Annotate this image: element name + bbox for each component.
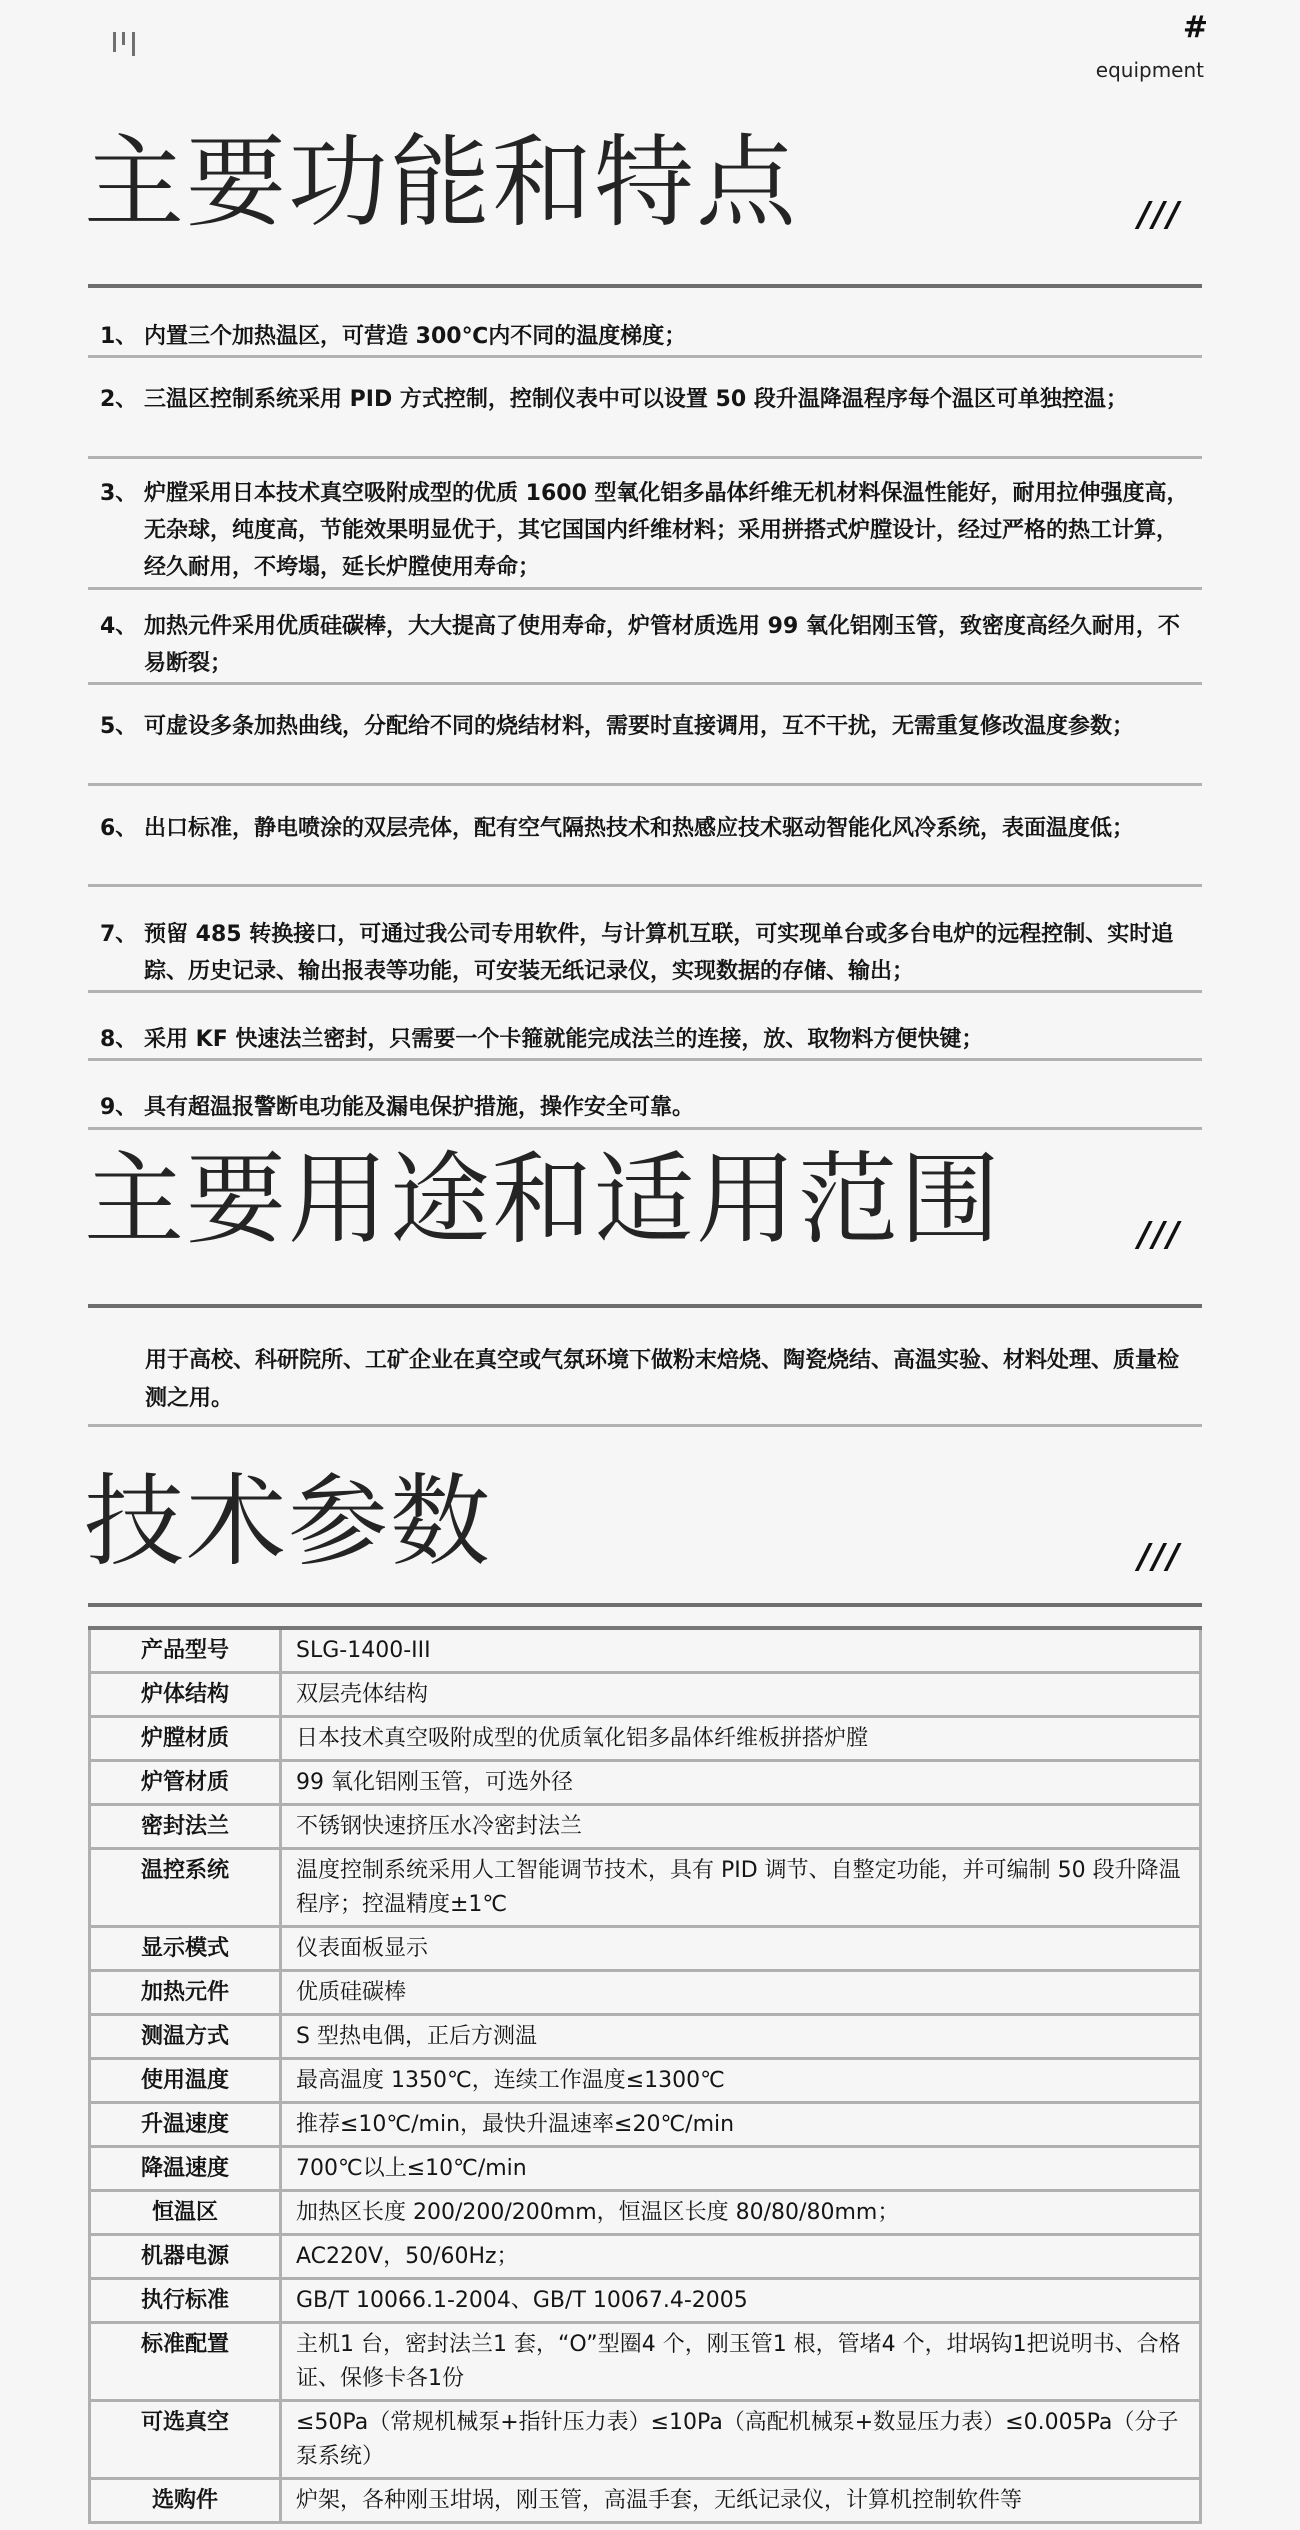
table-row [90, 1927, 1201, 1971]
spec-value: 不锈钢快速挤压水冷密封法兰 [281, 1805, 1201, 1849]
table-row [90, 1971, 1201, 2015]
spec-label: 恒温区 [90, 2191, 281, 2235]
spec-label: 显示模式 [90, 1927, 281, 1971]
spec-value: 主机1 台，密封法兰1 套，“O”型圈4 个，刚玉管1 根，管堵4 个，坩埚钩1把说明书、合格证、保修卡各1份 [281, 2323, 1201, 2401]
feature-text: 可虚设多条加热曲线，分配给不同的烧结材料，需要时直接调用，互不干扰，无需重复修改温度参数； [144, 714, 1135, 739]
spec-value: 700℃以上≤10℃/min [281, 2147, 1201, 2191]
table-row [90, 2323, 1201, 2401]
equipment-tag: equipment [1095, 58, 1204, 82]
feature-number: 4、 [100, 614, 138, 639]
feature-divider [88, 783, 1202, 786]
feature-divider [88, 990, 1202, 993]
spec-value: 日本技术真空吸附成型的优质氧化铝多晶体纤维板拼搭炉膛 [281, 1717, 1201, 1761]
usage-divider [88, 1424, 1202, 1427]
feature-divider [88, 682, 1202, 685]
spec-label: 炉膛材质 [90, 1717, 281, 1761]
feature-item-1 [100, 318, 1190, 355]
table-row [90, 2103, 1201, 2147]
feature-divider [88, 884, 1202, 887]
feature-text: 炉膛采用日本技术真空吸附成型的优质 1600 型氧化铝多晶体纤维无机材料保温性能好，耐用拉伸强度高，无杂球，纯度高，节能效果明显优于，其它国国内纤维材料；采用拼搭式炉膛设计，经过严格的热工计算，经久耐用，不垮塌，延长炉膛使用寿命； [144, 481, 1189, 580]
table-row [90, 2059, 1201, 2103]
feature-text: 加热元件采用优质硅碳棒，大大提高了使用寿命，炉管材质选用 99 氧化铝刚玉管，致密度高经久耐用，不易断裂； [144, 614, 1180, 676]
spec-label: 炉体结构 [90, 1673, 281, 1717]
feature-divider [88, 1127, 1202, 1130]
decorative-bars-icon [113, 32, 137, 58]
table-row [90, 1717, 1201, 1761]
spec-label: 执行标准 [90, 2279, 281, 2323]
feature-number: 1、 [100, 324, 138, 349]
table-row [90, 2147, 1201, 2191]
table-row [90, 2015, 1201, 2059]
feature-divider [88, 355, 1202, 358]
feature-number: 3、 [100, 481, 138, 506]
table-row [90, 2479, 1201, 2523]
spec-label: 可选真空 [90, 2401, 281, 2479]
specs-title: 技术参数 [84, 1463, 492, 1580]
feature-number: 5、 [100, 714, 138, 739]
spec-value: S 型热电偶，正后方测温 [281, 2015, 1201, 2059]
slashes-decoration-icon: /// [1138, 1537, 1182, 1577]
feature-number: 2、 [100, 387, 138, 412]
spec-value: SLG-1400-III [281, 1628, 1201, 1673]
feature-item-9 [100, 1089, 1190, 1126]
spec-value: 99 氧化铝刚玉管，可选外径 [281, 1761, 1201, 1805]
spec-value: 双层壳体结构 [281, 1673, 1201, 1717]
spec-value: GB/T 10066.1-2004、GB/T 10067.4-2005 [281, 2279, 1201, 2323]
spec-label: 升温速度 [90, 2103, 281, 2147]
spec-label: 产品型号 [90, 1628, 281, 1673]
hash-icon: # [1182, 10, 1208, 45]
spec-label: 加热元件 [90, 1971, 281, 2015]
table-row [90, 1628, 1201, 1673]
specs-title-divider [88, 1603, 1202, 1607]
feature-text: 具有超温报警断电功能及漏电保护措施，操作安全可靠。 [144, 1095, 695, 1120]
table-row [90, 1849, 1201, 1927]
usage-title-divider [88, 1304, 1202, 1308]
feature-item-6 [100, 810, 1190, 847]
feature-divider [88, 456, 1202, 459]
feature-number: 6、 [100, 816, 138, 841]
spec-value: ≤50Pa（常规机械泵+指针压力表）≤10Pa（高配机械泵+数显压力表）≤0.005Pa（分子泵系统） [281, 2401, 1201, 2479]
feature-item-4 [100, 608, 1190, 682]
feature-item-8 [100, 1021, 1190, 1058]
spec-value: 最高温度 1350℃，连续工作温度≤1300℃ [281, 2059, 1201, 2103]
spec-value: 仪表面板显示 [281, 1927, 1201, 1971]
spec-label: 密封法兰 [90, 1805, 281, 1849]
spec-label: 温控系统 [90, 1849, 281, 1927]
spec-label: 使用温度 [90, 2059, 281, 2103]
feature-item-3 [100, 475, 1190, 586]
spec-value: 推荐≤10℃/min，最快升温速率≤20℃/min [281, 2103, 1201, 2147]
table-row [90, 2191, 1201, 2235]
spec-label: 炉管材质 [90, 1761, 281, 1805]
feature-item-5 [100, 708, 1190, 745]
slashes-decoration-icon: /// [1138, 195, 1182, 235]
table-row [90, 2235, 1201, 2279]
feature-text: 出口标准，静电喷涂的双层壳体，配有空气隔热技术和热感应技术驱动智能化风冷系统，表面温度低； [144, 816, 1135, 841]
table-row [90, 1805, 1201, 1849]
feature-text: 内置三个加热温区，可营造 300℃内不同的温度梯度； [144, 324, 687, 349]
feature-number: 8、 [100, 1027, 138, 1052]
table-row [90, 1673, 1201, 1717]
feature-item-2 [100, 381, 1190, 418]
feature-text: 三温区控制系统采用 PID 方式控制，控制仪表中可以设置 50 段升温降温程序每个温区可单独控温； [144, 387, 1128, 412]
usage-text: 用于高校、科研院所、工矿企业在真空或气氛环境下做粉末焙烧、陶瓷烧结、高温实验、材料处理、质量检测之用。 [145, 1348, 1180, 1411]
feature-divider [88, 1058, 1202, 1061]
features-title-divider [88, 284, 1202, 288]
spec-label: 测温方式 [90, 2015, 281, 2059]
feature-number: 7、 [100, 922, 138, 947]
spec-label: 机器电源 [90, 2235, 281, 2279]
table-row [90, 2279, 1201, 2323]
feature-number: 9、 [100, 1095, 138, 1120]
feature-text: 采用 KF 快速法兰密封，只需要一个卡箍就能完成法兰的连接，放、取物料方便快键； [144, 1027, 984, 1052]
table-row [90, 1761, 1201, 1805]
usage-title: 主要用途和适用范围 [84, 1141, 1002, 1258]
spec-value: 温度控制系统采用人工智能调节技术，具有 PID 调节、自整定功能，并可编制 50 段升降温程序；控温精度±1℃ [281, 1849, 1201, 1927]
spec-value: AC220V，50/60Hz； [281, 2235, 1201, 2279]
spec-value: 炉架，各种刚玉坩埚，刚玉管，高温手套，无纸记录仪，计算机控制软件等 [281, 2479, 1201, 2523]
spec-label: 选购件 [90, 2479, 281, 2523]
spec-label: 降温速度 [90, 2147, 281, 2191]
table-row [90, 2401, 1201, 2479]
features-title: 主要功能和特点 [84, 124, 798, 241]
spec-value: 优质硅碳棒 [281, 1971, 1201, 2015]
spec-value: 加热区长度 200/200/200mm，恒温区长度 80/80/80mm； [281, 2191, 1201, 2235]
feature-item-7 [100, 916, 1190, 990]
spec-table [88, 1626, 1202, 2524]
feature-text: 预留 485 转换接口，可通过我公司专用软件，与计算机互联，可实现单台或多台电炉的远程控制、实时追踪、历史记录、输出报表等功能，可安装无纸记录仪，实现数据的存储、输出； [144, 922, 1174, 984]
feature-divider [88, 587, 1202, 590]
spec-label: 标准配置 [90, 2323, 281, 2401]
slashes-decoration-icon: /// [1138, 1215, 1182, 1255]
